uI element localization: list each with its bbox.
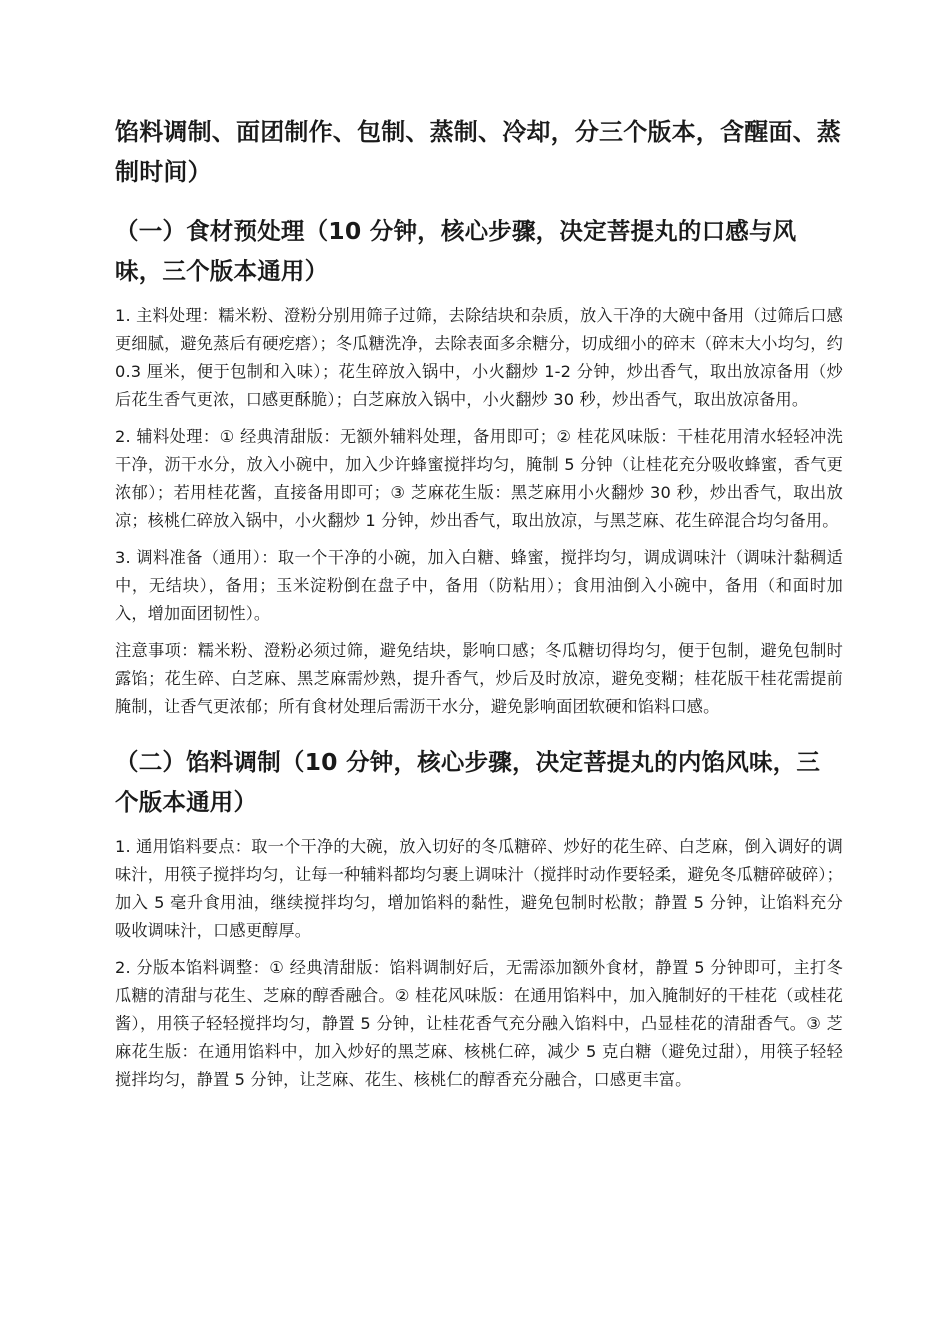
section-heading: （二）馅料调制（10 分钟，核心步骤，决定菩提丸的内馅风味，三个版本通用） xyxy=(115,748,821,816)
paragraph-version-filling: 2. 分版本馅料调整：① 经典清甜版：馅料调制好后，无需添加额外食材，静置 5 分钟即可，主打冬瓜糖的清甜与花生、芝麻的醇香融合。② 桂花风味版：在通用馅料中，加入腌制好的干桂花（或桂花酱），用筷子轻轻搅拌均匀，静置 5 分钟，让桂花香气充分融入馅料中，凸显桂花的清甜香气。③ 芝麻花生版：在通用馅料中，加入炒好的黑芝麻、核桃仁碎，减少 5 克白糖（避免过甜），用筷子轻轻搅拌均匀，静置 5 分钟，让芝麻、花生、核桃仁的醇香充分融合，口感更丰富。 xyxy=(115,958,843,1089)
paragraph-general-filling: 1. 通用馅料要点：取一个干净的大碗，放入切好的冬瓜糖碎、炒好的花生碎、白芝麻，倒入调好的调味汁，用筷子搅拌均匀，让每一种辅料都均匀裹上调味汁（搅拌时动作要轻柔，避免冬瓜糖碎破碎）；加入 5 毫升食用油，继续搅拌均匀，增加馅料的黏性，避免包制时松散；静置 5 分钟，让馅料充分吸收调味汁，口感更醇厚。 xyxy=(115,837,843,940)
paragraph-seasoning: 3. 调料准备（通用）：取一个干净的小碗，加入白糖、蜂蜜，搅拌均匀，调成调味汁（调味汁黏稠适中，无结块），备用；玉米淀粉倒在盘子中，备用（防粘用）；食用油倒入小碗中，备用（和面时加入，增加面团韧性）。 xyxy=(115,548,843,623)
paragraph-main-ingredients: 1. 主料处理：糯米粉、澄粉分别用筛子过筛，去除结块和杂质，放入干净的大碗中备用（过筛后口感更细腻，避免蒸后有硬疙瘩）；冬瓜糖洗净，去除表面多余糖分，切成细小的碎末（碎末大小均匀，约 0.3 厘米，便于包制和入味）；花生碎放入锅中，小火翻炒 1-2 分钟，炒出香气，取出放凉备用（炒后花生香气更浓，口感更酥脆）；白芝麻放入锅中，小火翻炒 30 秒，炒出香气，取出放凉备用。 xyxy=(115,306,843,409)
section-heading: （一）食材预处理（10 分钟，核心步骤，决定菩提丸的口感与风味，三个版本通用） xyxy=(115,217,797,285)
document-title: 馅料调制、面团制作、包制、蒸制、冷却，分三个版本，含醒面、蒸制时间） xyxy=(115,118,841,186)
paragraph-notes: 注意事项：糯米粉、澄粉必须过筛，避免结块，影响口感；冬瓜糖切得均匀，便于包制，避免包制时露馅；花生碎、白芝麻、黑芝麻需炒熟，提升香气，炒后及时放凉，避免变糊；桂花版干桂花需提前腌制，让香气更浓郁；所有食材处理后需沥干水分，避免影响面团软硬和馅料口感。 xyxy=(115,641,843,716)
document-page xyxy=(115,112,843,1115)
section-filling xyxy=(115,742,843,1094)
section-ingredient-prep xyxy=(115,211,843,721)
paragraph-auxiliary-ingredients: 2. 辅料处理：① 经典清甜版：无额外辅料处理，备用即可；② 桂花风味版：干桂花用清水轻轻冲洗干净，沥干水分，放入小碗中，加入少许蜂蜜搅拌均匀，腌制 5 分钟（让桂花充分吸收蜂蜜，香气更浓郁）；若用桂花酱，直接备用即可；③ 芝麻花生版：黑芝麻用小火翻炒 30 秒，炒出香气，取出放凉；核桃仁碎放入锅中，小火翻炒 1 分钟，炒出香气，取出放凉，与黑芝麻、花生碎混合均匀备用。 xyxy=(115,427,843,530)
